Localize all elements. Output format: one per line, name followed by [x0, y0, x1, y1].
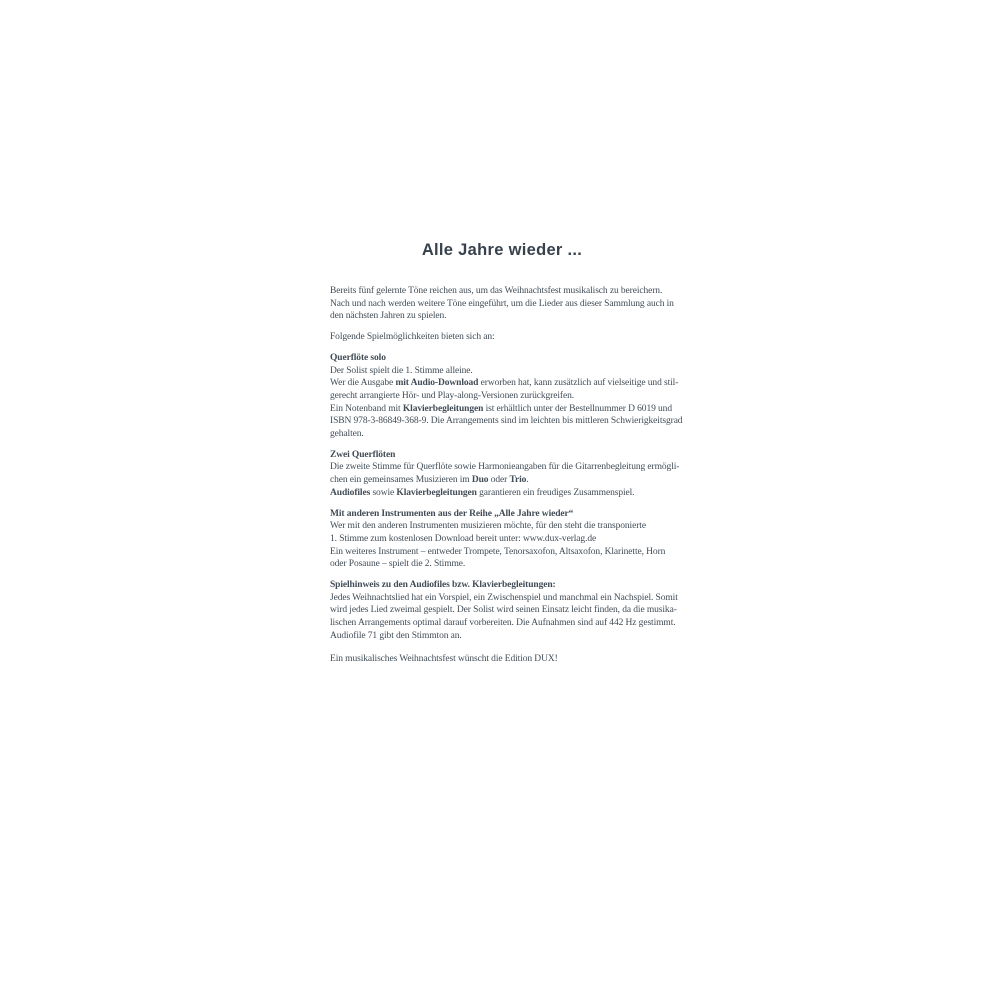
- paragraph-intro: [330, 285, 674, 323]
- text-line: [330, 428, 674, 441]
- text-line: [330, 461, 680, 474]
- text-segment: den nächsten Jahren zu spielen.: [330, 311, 447, 322]
- bold-text-segment: Klavierbegleitungen: [396, 487, 477, 498]
- body-text: [330, 285, 683, 665]
- text-line: [330, 630, 674, 643]
- text-segment: Jedes Weihnachtslied hat ein Vorspiel, ein Zwischenspiel und manchmal ein Nachspiel. Somit: [330, 592, 678, 603]
- text-line: [330, 604, 677, 617]
- text-line: [330, 377, 679, 390]
- bold-text-segment: Zwei Querflöten: [330, 449, 396, 460]
- text-line: [330, 617, 674, 630]
- text-segment: ISBN 978-3-86849-368-9. Die Arrangements sind im leichten bis mittleren Schwierigkeitsgrad: [330, 416, 683, 427]
- text-segment: Wer mit den anderen Instrumenten musizieren möchte, für den steht die transponierte: [330, 521, 646, 532]
- text-block: [330, 241, 683, 665]
- text-segment: Ein weiteres Instrument – entweder Trompete, Tenorsaxofon, Altsaxofon, Klarinette, Horn: [330, 546, 666, 557]
- paragraph-closing: [330, 653, 674, 666]
- text-line: [330, 533, 674, 546]
- text-segment: oder: [488, 475, 510, 486]
- text-segment: oder Posaune – spielt die 2. Stimme.: [330, 559, 466, 570]
- text-segment: sowie: [370, 487, 397, 498]
- text-line: [330, 352, 674, 365]
- text-segment: Der Solist spielt die 1. Stimme alleine.: [330, 365, 473, 376]
- bold-text-segment: mit Audio-Download: [395, 378, 479, 389]
- text-segment: wird jedes Lied zweimal gespielt. Der Solist wird seinen Einsatz leicht finden, da die musika-: [330, 605, 677, 616]
- paragraph-spielmoeglichkeiten-lead: [330, 331, 674, 344]
- bold-text-segment: Audiofiles: [330, 487, 371, 498]
- text-segment: Folgende Spielmöglichkeiten bieten sich an:: [330, 332, 495, 343]
- text-segment: gerecht arrangierte Hör- und Play-along-Versionen zurückgreifen.: [330, 390, 574, 401]
- bold-text-segment: Mit anderen Instrumenten aus der Reihe „Alle Jahre wieder“: [330, 508, 574, 519]
- bold-text-segment: Duo: [471, 475, 489, 486]
- text-line: [330, 592, 678, 605]
- bold-text-segment: Klavierbegleitungen: [402, 403, 484, 414]
- text-line: [330, 403, 674, 416]
- text-line: [330, 474, 674, 487]
- text-line: [330, 365, 674, 378]
- page-title: Alle Jahre wieder ...: [421, 241, 583, 259]
- paragraph-zwei-querfloeten: [330, 449, 680, 500]
- text-segment: chen ein gemeinsames Musizieren im: [330, 475, 472, 486]
- paragraph-querfloete-solo: [330, 352, 683, 441]
- text-line: [330, 520, 674, 533]
- text-segment: Ein Notenband mit: [330, 403, 403, 414]
- text-segment: Nach und nach werden weitere Töne eingeführt, um die Lieder aus dieser Sammlung auch in: [330, 298, 674, 309]
- text-line: [330, 390, 674, 403]
- text-segment: Ein musikalisches Weihnachtsfest wünscht die Edition DUX!: [330, 653, 558, 664]
- text-line: [330, 310, 674, 323]
- text-line: [330, 487, 674, 500]
- paragraph-spielhinweis: [330, 579, 678, 643]
- text-segment: Die zweite Stimme für Querflöte sowie Harmonieangaben für die Gitarrenbegleitung ermögli-: [330, 462, 680, 473]
- text-segment: erworben hat, kann zusätzlich auf vielseitige und stil-: [478, 378, 679, 389]
- text-segment: garantieren ein freudiges Zusammenspiel.: [476, 487, 635, 498]
- bold-text-segment: Spielhinweis zu den Audiofiles bzw. Klavierbegleitungen:: [330, 580, 556, 591]
- text-segment: Audiofile 71 gibt den Stimmton an.: [330, 630, 462, 641]
- text-line: [330, 298, 674, 311]
- text-segment: Bereits fünf gelernte Töne reichen aus, um das Weihnachtsfest musikalisch zu bereichern.: [330, 286, 663, 296]
- text-segment: ist erhältlich unter der Bestellnummer D 6019 und: [483, 403, 672, 414]
- text-line: [330, 653, 674, 666]
- text-segment: Wer die Ausgabe: [330, 378, 396, 389]
- text-line: [330, 331, 674, 344]
- text-line: [330, 449, 674, 462]
- text-segment: lischen Arrangements optimal darauf vorbereiten. Die Aufnahmen sind auf 442 Hz gestimmt.: [330, 618, 676, 629]
- text-line: [330, 546, 674, 559]
- text-line: [330, 508, 674, 521]
- text-line: [330, 415, 683, 428]
- text-line: [330, 285, 674, 298]
- text-segment: gehalten.: [330, 429, 364, 440]
- text-line: [330, 558, 674, 571]
- text-segment: 1. Stimme zum kostenlosen Download bereit unter: www.dux-verlag.de: [330, 533, 597, 544]
- text-line: [330, 579, 674, 592]
- paragraph-andere-instrumente: [330, 508, 674, 572]
- bold-text-segment: Querflöte solo: [330, 352, 386, 363]
- text-segment: .: [526, 475, 529, 486]
- bold-text-segment: Trio: [509, 475, 527, 486]
